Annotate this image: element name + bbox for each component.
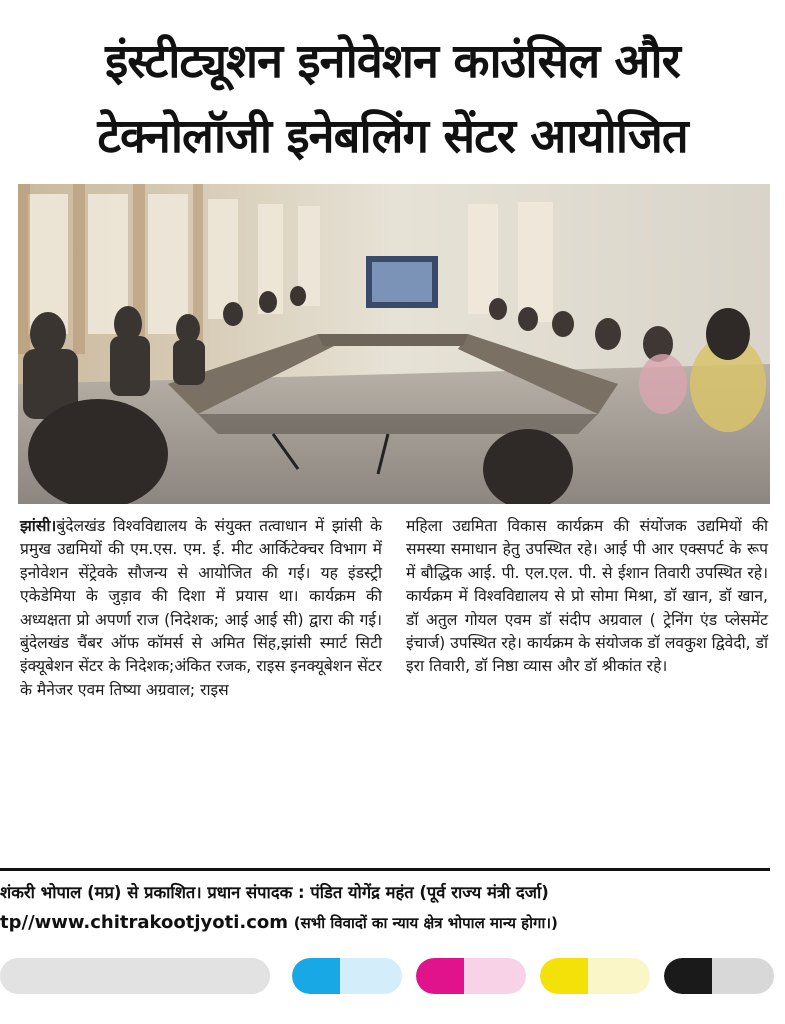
registration-swatch-magenta (416, 958, 526, 994)
registration-swatch-yellow (540, 958, 650, 994)
swatch-black-solid (664, 958, 712, 994)
dateline: झांसी। (20, 517, 57, 535)
swatch-yellow-solid (540, 958, 588, 994)
publisher-line: शंकरी भोपाल (मप्र) से प्रकाशित। प्रधान संपादक : पंडित योगेंद्र महंत (पूर्व राज्य मंत्री दर्जा) (0, 883, 549, 902)
website-line (0, 912, 558, 933)
registration-swatch-cyan (292, 958, 402, 994)
article-column-2 (406, 515, 768, 679)
article-column-1 (20, 515, 382, 702)
article-text-part-2: महिला उद्यमिता विकास कार्यक्रम की संयोंजक उद्यमियों की समस्या समाधान हेतु उपस्थित रहे। आई पी आर एक्सपर्ट के रूप में बौद्धिक आई. पी. एल.एल. पी. से ईशान तिवारी उपस्थित रहे। कार्यक्रम में विश्वविद्यालय से प्रो सोमा मिश्रा, डॉ खान, डॉ खान, डॉ अतुल गोयल एवम डॉ संदीप अग्रवाल ( ट्रेनिंग एंड प्लेसमेंट इंचार्ज) उपस्थित रहे। कार्यक्रम के संयोजक डॉ लवकुश द्विवेदी, डॉ इरा तिवारी, डॉ निष्ठा व्यास और डॉ श्रीकांत रहे। (406, 517, 768, 676)
registration-bar-gray (0, 958, 270, 994)
registration-swatch-black (664, 958, 774, 994)
jurisdiction-note: (सभी विवादों का न्याय क्षेत्र भोपाल मान्य होगा।) (293, 914, 558, 932)
headline-line-1: इंस्टीट्यूशन इनोवेशन काउंसिल और (105, 34, 680, 89)
footer-divider (0, 868, 770, 871)
swatch-magenta-solid (416, 958, 464, 994)
website-url: tp//www.chitrakootjyoti.com (0, 912, 288, 933)
swatch-cyan-solid (292, 958, 340, 994)
article-text-part-1: बुंदेलखंड विश्वविद्यालय के संयुक्त तत्वाधान में झांसी के प्रमुख उद्यमियों की एम.एस. एम. ई. मीट आर्किटेक्चर विभाग में इनोवेशन सेंट्रेवके सौजन्य से आयोजित की गई। यह इंडस्ट्री एकेडेमिया के जुड़ाव की दिशा में प्रयास था। कार्यक्रम की अध्यक्षता प्रो अपर्णा राज (निदेशक; आई आई सी) द्वारा की गई। बुंदेलखंड चैंबर ऑफ कॉमर्स से अमित सिंह,झांसी स्मार्ट सिटी इंक्यूबेशन सेंटर के निदेशक;अंकित रजक, राइस इनक्यूबेशन सेंटर के मैनेजर एवम तिष्या अग्रवाल; राइस (20, 517, 382, 699)
headline-line-2: टेक्नोलॉजी इनेबलिंग सेंटर आयोजित (97, 109, 688, 164)
meeting-photo (18, 184, 770, 504)
